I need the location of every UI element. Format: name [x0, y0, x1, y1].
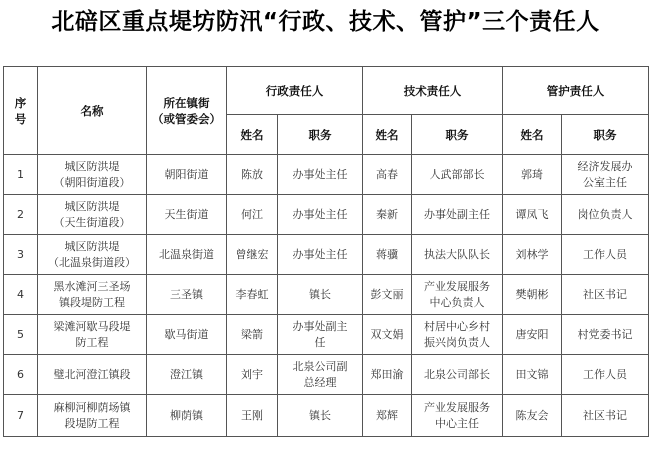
cell-admin-name: 曾继宏 — [227, 235, 278, 275]
cell-admin-post-line: 办事处主任 — [292, 247, 348, 261]
cell-no: 6 — [4, 355, 38, 395]
cell-care-post — [562, 195, 649, 235]
cell-town: 柳荫镇 — [147, 395, 227, 437]
cell-no: 3 — [4, 235, 38, 275]
header-index-char-1: 序 — [14, 95, 27, 110]
table-row — [4, 275, 649, 315]
cell-tech-post-line: 村居中心乡村 — [424, 319, 490, 333]
cell-admin-name: 陈放 — [227, 155, 278, 195]
table-body — [4, 155, 649, 437]
cell-name-line: （朝阳街道段） — [53, 175, 131, 189]
cell-town: 澄江镇 — [147, 355, 227, 395]
cell-tech-post-line: 振兴岗负责人 — [424, 335, 490, 349]
header-tech-responsible: 技术责任人 — [363, 67, 503, 115]
cell-name-line: 黑水滩河三圣场 — [53, 279, 131, 293]
table-row — [4, 235, 649, 275]
cell-tech-post — [412, 315, 503, 355]
cell-care-post — [562, 395, 649, 437]
cell-tech-post-line: 北泉公司部长 — [424, 367, 490, 381]
cell-no: 7 — [4, 395, 38, 437]
header-name: 名称 — [38, 67, 147, 155]
responsibility-table — [3, 66, 649, 437]
cell-tech-post-line: 中心负责人 — [429, 295, 485, 309]
cell-care-name: 唐安阳 — [503, 315, 562, 355]
cell-tech-post — [412, 395, 503, 437]
cell-care-post — [562, 275, 649, 315]
cell-name-line: 麻柳河柳荫场镇 — [53, 400, 131, 414]
table-row — [4, 155, 649, 195]
cell-admin-post — [278, 155, 363, 195]
cell-tech-post-line: 产业发展服务 — [424, 400, 490, 414]
table-row — [4, 395, 649, 437]
cell-name-line: 梁滩河歇马段堤 — [53, 319, 131, 333]
cell-care-post-line: 公室主任 — [583, 175, 627, 189]
cell-admin-name: 何江 — [227, 195, 278, 235]
cell-admin-post — [278, 355, 363, 395]
cell-town: 北温泉街道 — [147, 235, 227, 275]
cell-care-name: 樊朝彬 — [503, 275, 562, 315]
header-tech-name: 姓名 — [363, 115, 412, 155]
cell-care-post-line: 工作人员 — [583, 247, 627, 261]
cell-care-post-line: 社区书记 — [583, 287, 627, 301]
cell-care-post — [562, 155, 649, 195]
cell-no: 5 — [4, 315, 38, 355]
cell-name-line: 镇段堤防工程 — [59, 295, 125, 309]
cell-admin-post — [278, 195, 363, 235]
cell-tech-post-line: 执法大队队长 — [424, 247, 490, 261]
header-admin-post: 职务 — [278, 115, 363, 155]
cell-name-line: 段堤防工程 — [64, 416, 120, 430]
cell-care-name: 郭琦 — [503, 155, 562, 195]
cell-admin-post — [278, 275, 363, 315]
cell-tech-post-line: 中心主任 — [435, 416, 479, 430]
cell-tech-post — [412, 235, 503, 275]
cell-admin-post — [278, 395, 363, 437]
cell-care-name: 谭凤飞 — [503, 195, 562, 235]
cell-care-post-line: 岗位负责人 — [577, 207, 633, 221]
cell-admin-post — [278, 235, 363, 275]
cell-town: 朝阳街道 — [147, 155, 227, 195]
cell-admin-post-line: 总经理 — [303, 375, 337, 389]
table-row — [4, 195, 649, 235]
cell-name — [38, 195, 147, 235]
cell-tech-name: 蒋骥 — [363, 235, 412, 275]
header-index — [4, 67, 38, 155]
cell-admin-post — [278, 315, 363, 355]
cell-no: 4 — [4, 275, 38, 315]
cell-admin-post-line: 任 — [314, 335, 326, 349]
cell-name — [38, 315, 147, 355]
cell-admin-post-line: 办事处主任 — [292, 207, 348, 221]
cell-name-line: （北温泉街道段） — [48, 255, 136, 269]
cell-tech-post — [412, 355, 503, 395]
cell-name — [38, 395, 147, 437]
header-tech-post: 职务 — [412, 115, 503, 155]
cell-name-line: 城区防洪堤 — [64, 159, 120, 173]
cell-name-line: 防工程 — [75, 335, 109, 349]
cell-admin-post-line: 北泉公司副 — [292, 359, 348, 373]
cell-admin-name: 王刚 — [227, 395, 278, 437]
cell-town: 三圣镇 — [147, 275, 227, 315]
header-admin-name: 姓名 — [227, 115, 278, 155]
cell-care-name: 陈友会 — [503, 395, 562, 437]
cell-no: 1 — [4, 155, 38, 195]
cell-tech-post-line: 办事处副主任 — [424, 207, 490, 221]
cell-admin-name: 刘宇 — [227, 355, 278, 395]
table-row — [4, 355, 649, 395]
cell-care-name: 刘林学 — [503, 235, 562, 275]
cell-admin-name: 李春虹 — [227, 275, 278, 315]
table-row — [4, 315, 649, 355]
cell-tech-name: 双文娟 — [363, 315, 412, 355]
cell-name — [38, 155, 147, 195]
cell-town: 歇马街道 — [147, 315, 227, 355]
cell-care-post — [562, 235, 649, 275]
header-index-char-2: 号 — [14, 111, 27, 126]
header-admin-responsible: 行政责任人 — [227, 67, 363, 115]
cell-tech-post-line: 产业发展服务 — [424, 279, 490, 293]
cell-care-post — [562, 315, 649, 355]
cell-name-line: 城区防洪堤 — [64, 199, 120, 213]
cell-tech-name: 郑辉 — [363, 395, 412, 437]
cell-care-name: 田文锦 — [503, 355, 562, 395]
cell-tech-name: 彭文丽 — [363, 275, 412, 315]
cell-care-post — [562, 355, 649, 395]
cell-care-post-line: 经济发展办 — [577, 159, 633, 173]
cell-tech-name: 秦新 — [363, 195, 412, 235]
cell-no: 2 — [4, 195, 38, 235]
header-town — [147, 67, 227, 155]
cell-tech-name: 高春 — [363, 155, 412, 195]
cell-tech-post — [412, 155, 503, 195]
cell-care-post-line: 社区书记 — [583, 408, 627, 422]
cell-town: 天生街道 — [147, 195, 227, 235]
header-care-name: 姓名 — [503, 115, 562, 155]
cell-name — [38, 235, 147, 275]
header-care-responsible: 管护责任人 — [503, 67, 649, 115]
cell-admin-name: 梁箭 — [227, 315, 278, 355]
cell-name-line: 璧北河澄江镇段 — [53, 367, 131, 381]
cell-care-post-line: 工作人员 — [583, 367, 627, 381]
cell-tech-post — [412, 195, 503, 235]
header-town-line-1: 所在镇街 — [163, 95, 210, 110]
cell-admin-post-line: 镇长 — [309, 287, 331, 301]
header-town-line-2: （或管委会） — [152, 111, 221, 126]
cell-tech-post-line: 人武部部长 — [429, 167, 485, 181]
cell-name-line: 城区防洪堤 — [64, 239, 120, 253]
cell-admin-post-line: 镇长 — [309, 408, 331, 422]
cell-admin-post-line: 办事处副主 — [292, 319, 348, 333]
cell-name — [38, 355, 147, 395]
cell-admin-post-line: 办事处主任 — [292, 167, 348, 181]
cell-care-post-line: 村党委书记 — [577, 327, 633, 341]
cell-name-line: （天生街道段） — [53, 215, 131, 229]
cell-tech-name: 郑田渝 — [363, 355, 412, 395]
cell-tech-post — [412, 275, 503, 315]
page-title: 北碚区重点堤坊防汛“行政、技术、管护”三个责任人 — [51, 9, 600, 35]
header-care-post: 职务 — [562, 115, 649, 155]
cell-name — [38, 275, 147, 315]
table-header — [4, 67, 649, 155]
